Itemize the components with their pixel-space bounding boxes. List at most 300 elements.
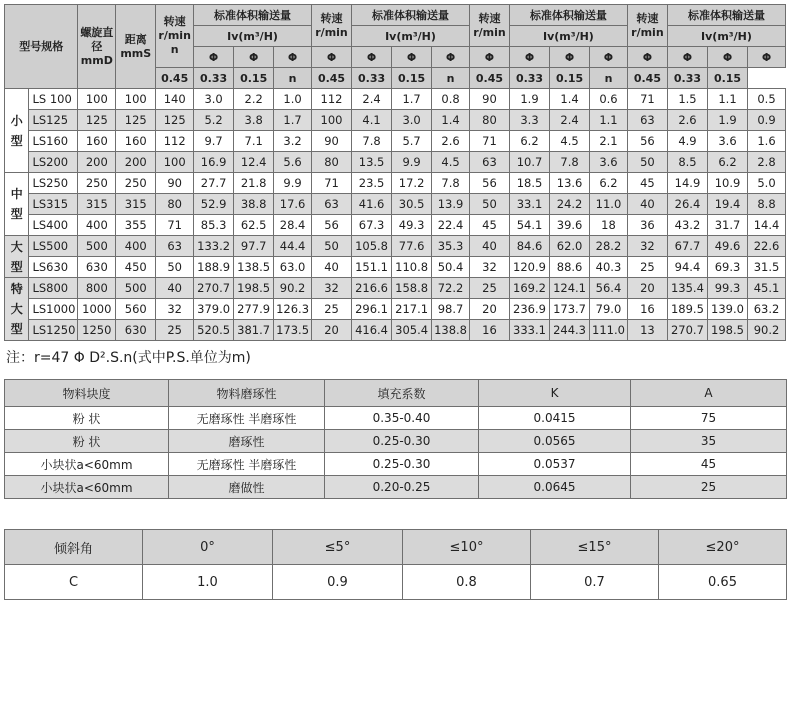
value-cell: 198.5 — [234, 278, 274, 299]
value-cell: 151.1 — [352, 257, 392, 278]
value-cell: 217.1 — [392, 299, 432, 320]
table-row — [5, 236, 786, 257]
value-cell: 333.1 — [509, 320, 549, 341]
value-cell: 244.3 — [550, 320, 590, 341]
phi-value: 0.33 — [194, 68, 234, 89]
value-cell: 236.9 — [509, 299, 549, 320]
model-cell: LS630 — [29, 257, 78, 278]
value-cell: 14.9 — [667, 173, 707, 194]
value-cell: 2.1 — [590, 131, 628, 152]
angle-value-cell: 1.0 — [143, 565, 273, 600]
value-cell: 450 — [116, 257, 156, 278]
speed-symbol: n — [432, 68, 470, 89]
value-cell: 270.7 — [194, 278, 234, 299]
value-cell: 0.5 — [748, 89, 786, 110]
value-cell: 3.3 — [509, 110, 549, 131]
value-cell: 14.4 — [748, 215, 786, 236]
value-cell: 3.0 — [194, 89, 234, 110]
value-cell: 1.4 — [432, 110, 470, 131]
speed-label: 转速 — [163, 15, 186, 28]
value-cell: 40 — [627, 194, 667, 215]
value-cell: 80 — [311, 152, 351, 173]
value-cell: 198.5 — [707, 320, 747, 341]
value-cell: 125 — [156, 110, 194, 131]
material-cell: 0.35-0.40 — [325, 407, 479, 430]
value-cell: 7.8 — [352, 131, 392, 152]
speed-unit: r/min — [158, 29, 191, 42]
value-cell: 1.7 — [392, 89, 432, 110]
value-cell: 560 — [116, 299, 156, 320]
value-cell: 56 — [469, 173, 509, 194]
table-row — [5, 299, 786, 320]
value-cell: 4.1 — [352, 110, 392, 131]
material-header-row — [5, 380, 787, 407]
value-cell: 520.5 — [194, 320, 234, 341]
value-cell: 381.7 — [234, 320, 274, 341]
flow-unit-header: Iv(m³/H) — [194, 26, 312, 47]
phi-header: Φ — [392, 47, 432, 68]
value-cell: 296.1 — [352, 299, 392, 320]
speed-symbol: n — [274, 68, 312, 89]
value-cell: 85.3 — [194, 215, 234, 236]
value-cell: 63 — [311, 194, 351, 215]
value-cell: 25 — [627, 257, 667, 278]
size-group-cell: 特大型 — [5, 278, 29, 341]
value-cell: 77.6 — [392, 236, 432, 257]
value-cell: 169.2 — [509, 278, 549, 299]
value-cell: 99.3 — [707, 278, 747, 299]
value-cell: 2.4 — [550, 110, 590, 131]
value-cell: 45.1 — [748, 278, 786, 299]
value-cell: 140 — [156, 89, 194, 110]
value-cell: 5.7 — [392, 131, 432, 152]
material-cell: 无磨琢性 半磨琢性 — [169, 407, 325, 430]
value-cell: 12.4 — [234, 152, 274, 173]
value-cell: 27.7 — [194, 173, 234, 194]
value-cell: 31.7 — [707, 215, 747, 236]
phi-value: 0.15 — [234, 68, 274, 89]
value-cell: 0.8 — [432, 89, 470, 110]
angle-header-cell: 0° — [143, 530, 273, 565]
phi-header: Φ — [707, 47, 747, 68]
material-cell: 0.0537 — [479, 453, 631, 476]
value-cell: 173.7 — [550, 299, 590, 320]
value-cell: 111.0 — [590, 320, 628, 341]
value-cell: 20 — [311, 320, 351, 341]
value-cell: 41.6 — [352, 194, 392, 215]
value-cell: 7.8 — [550, 152, 590, 173]
value-cell: 1.1 — [707, 89, 747, 110]
angle-header-cell: ≤10° — [403, 530, 531, 565]
table-row — [5, 215, 786, 236]
model-cell: LS250 — [29, 173, 78, 194]
value-cell: 62.0 — [550, 236, 590, 257]
table-row — [5, 110, 786, 131]
value-cell: 50 — [627, 152, 667, 173]
size-group-cell: 小型 — [5, 89, 29, 173]
value-cell: 4.5 — [432, 152, 470, 173]
inclination-table — [4, 529, 787, 600]
value-cell: 40 — [156, 278, 194, 299]
speed-header-3 — [469, 5, 509, 47]
value-cell: 305.4 — [392, 320, 432, 341]
value-cell: 45 — [627, 173, 667, 194]
value-cell: 13 — [627, 320, 667, 341]
value-cell: 416.4 — [352, 320, 392, 341]
value-cell: 277.9 — [234, 299, 274, 320]
value-cell: 9.7 — [194, 131, 234, 152]
value-cell: 6.2 — [707, 152, 747, 173]
speed-symbol: n — [590, 68, 628, 89]
value-cell: 250 — [78, 173, 116, 194]
value-cell: 94.4 — [667, 257, 707, 278]
value-cell: 188.9 — [194, 257, 234, 278]
value-cell: 1.6 — [748, 131, 786, 152]
value-cell: 33.1 — [509, 194, 549, 215]
speed-header-1 — [156, 5, 194, 68]
value-cell: 200 — [78, 152, 116, 173]
phi-header: Φ — [352, 47, 392, 68]
value-cell: 90.2 — [748, 320, 786, 341]
value-cell: 71 — [311, 173, 351, 194]
value-cell: 17.2 — [392, 173, 432, 194]
table-row — [5, 278, 786, 299]
value-cell: 158.8 — [392, 278, 432, 299]
value-cell: 2.6 — [667, 110, 707, 131]
model-cell: LS500 — [29, 236, 78, 257]
value-cell: 189.5 — [667, 299, 707, 320]
value-cell: 2.6 — [432, 131, 470, 152]
material-header-cell: K — [479, 380, 631, 407]
value-cell: 50 — [469, 194, 509, 215]
value-cell: 56 — [627, 131, 667, 152]
phi-value: 0.33 — [352, 68, 392, 89]
value-cell: 133.2 — [194, 236, 234, 257]
material-table — [4, 379, 787, 499]
phi-header: Φ — [509, 47, 549, 68]
value-cell: 112 — [311, 89, 351, 110]
value-cell: 90 — [311, 131, 351, 152]
material-cell: 0.0645 — [479, 476, 631, 499]
value-cell: 62.5 — [234, 215, 274, 236]
angle-header-cell: ≤20° — [659, 530, 787, 565]
flow-unit-header: Iv(m³/H) — [352, 26, 470, 47]
speed-symbol: n — [170, 43, 179, 56]
value-cell: 1.5 — [667, 89, 707, 110]
speed-header-2 — [311, 5, 351, 47]
screw-conveyor-spec-table — [4, 4, 786, 341]
value-cell: 98.7 — [432, 299, 470, 320]
material-header-cell: 物料磨琢性 — [169, 380, 325, 407]
value-cell: 90.2 — [274, 278, 312, 299]
value-cell: 88.6 — [550, 257, 590, 278]
value-cell: 135.4 — [667, 278, 707, 299]
table-row — [5, 89, 786, 110]
value-cell: 100 — [311, 110, 351, 131]
table-row — [5, 320, 786, 341]
value-cell: 1000 — [78, 299, 116, 320]
value-cell: 1.7 — [274, 110, 312, 131]
table-row — [5, 407, 787, 430]
phi-value: 0.15 — [392, 68, 432, 89]
formula-note: 注：r=47 Φ D².S.n(式中P.S.单位为m) — [6, 350, 251, 366]
value-cell: 216.6 — [352, 278, 392, 299]
value-cell: 5.0 — [748, 173, 786, 194]
angle-header-cell: ≤15° — [531, 530, 659, 565]
value-cell: 40 — [469, 236, 509, 257]
value-cell: 49.6 — [707, 236, 747, 257]
value-cell: 100 — [156, 152, 194, 173]
material-cell: 0.0565 — [479, 430, 631, 453]
angle-value-cell: 0.7 — [531, 565, 659, 600]
value-cell: 3.0 — [392, 110, 432, 131]
value-cell: 8.5 — [667, 152, 707, 173]
model-spec-header: 型号规格 — [5, 5, 78, 89]
angle-header-row — [5, 530, 787, 565]
value-cell: 16.9 — [194, 152, 234, 173]
table-row — [5, 430, 787, 453]
speed-unit: r/min — [315, 25, 348, 39]
value-cell: 22.6 — [748, 236, 786, 257]
value-cell: 97.7 — [234, 236, 274, 257]
value-cell: 200 — [116, 152, 156, 173]
material-cell: 45 — [631, 453, 787, 476]
value-cell: 25 — [311, 299, 351, 320]
value-cell: 40.3 — [590, 257, 628, 278]
value-cell: 16 — [627, 299, 667, 320]
phi-header: Φ — [234, 47, 274, 68]
value-cell: 56.4 — [590, 278, 628, 299]
value-cell: 125 — [116, 110, 156, 131]
speed-label: 转速 — [478, 11, 501, 25]
model-cell: LS125 — [29, 110, 78, 131]
value-cell: 90 — [156, 173, 194, 194]
value-cell: 19.4 — [707, 194, 747, 215]
value-cell: 1.1 — [590, 110, 628, 131]
value-cell: 20 — [469, 299, 509, 320]
value-cell: 7.8 — [432, 173, 470, 194]
model-cell: LS160 — [29, 131, 78, 152]
material-header-cell: 填充系数 — [325, 380, 479, 407]
value-cell: 38.8 — [234, 194, 274, 215]
material-cell: 35 — [631, 430, 787, 453]
material-cell: 小块状a<60mm — [5, 453, 169, 476]
value-cell: 1.9 — [509, 89, 549, 110]
model-cell: LS200 — [29, 152, 78, 173]
value-cell: 160 — [78, 131, 116, 152]
value-cell: 36 — [627, 215, 667, 236]
model-cell: LS1250 — [29, 320, 78, 341]
value-cell: 13.9 — [432, 194, 470, 215]
value-cell: 500 — [78, 236, 116, 257]
value-cell: 124.1 — [550, 278, 590, 299]
material-header-cell: 物料块度 — [5, 380, 169, 407]
value-cell: 7.1 — [234, 131, 274, 152]
flow-title-header: 标准体积输送量 — [194, 5, 312, 26]
angle-value-row — [5, 565, 787, 600]
phi-value: 0.45 — [311, 68, 351, 89]
size-group-cell: 中型 — [5, 173, 29, 236]
phi-header: Φ — [667, 47, 707, 68]
material-cell: 磨琢性 — [169, 430, 325, 453]
phi-value: 0.45 — [156, 68, 194, 89]
value-cell: 379.0 — [194, 299, 234, 320]
value-cell: 63.0 — [274, 257, 312, 278]
material-cell: 0.25-0.30 — [325, 453, 479, 476]
spec-table-body — [5, 89, 786, 341]
value-cell: 56 — [311, 215, 351, 236]
value-cell: 0.9 — [748, 110, 786, 131]
value-cell: 100 — [78, 89, 116, 110]
value-cell: 71 — [627, 89, 667, 110]
value-cell: 355 — [116, 215, 156, 236]
value-cell: 30.5 — [392, 194, 432, 215]
phi-value: 0.45 — [627, 68, 667, 89]
phi-value: 0.33 — [509, 68, 549, 89]
value-cell: 5.6 — [274, 152, 312, 173]
speed-unit: r/min — [473, 25, 506, 39]
table-row — [5, 152, 786, 173]
value-cell: 16 — [469, 320, 509, 341]
model-cell: LS800 — [29, 278, 78, 299]
value-cell: 13.6 — [550, 173, 590, 194]
material-cell: 0.25-0.30 — [325, 430, 479, 453]
material-cell: 粉 状 — [5, 430, 169, 453]
table-row — [5, 194, 786, 215]
value-cell: 44.4 — [274, 236, 312, 257]
angle-header-cell: ≤5° — [273, 530, 403, 565]
table-row — [5, 476, 787, 499]
value-cell: 125 — [78, 110, 116, 131]
value-cell: 52.9 — [194, 194, 234, 215]
flow-title-header: 标准体积输送量 — [352, 5, 470, 26]
table-row — [5, 131, 786, 152]
value-cell: 9.9 — [274, 173, 312, 194]
size-group-cell: 大型 — [5, 236, 29, 278]
value-cell: 630 — [78, 257, 116, 278]
value-cell: 3.2 — [274, 131, 312, 152]
value-cell: 43.2 — [667, 215, 707, 236]
value-cell: 80 — [469, 110, 509, 131]
value-cell: 72.2 — [432, 278, 470, 299]
value-cell: 69.3 — [707, 257, 747, 278]
value-cell: 315 — [116, 194, 156, 215]
material-header-cell: A — [631, 380, 787, 407]
value-cell: 2.2 — [234, 89, 274, 110]
speed-unit: r/min — [631, 25, 664, 39]
value-cell: 63 — [627, 110, 667, 131]
material-cell: 0.20-0.25 — [325, 476, 479, 499]
value-cell: 0.6 — [590, 89, 628, 110]
value-cell: 71 — [469, 131, 509, 152]
value-cell: 63 — [469, 152, 509, 173]
value-cell: 5.2 — [194, 110, 234, 131]
value-cell: 79.0 — [590, 299, 628, 320]
value-cell: 32 — [469, 257, 509, 278]
value-cell: 110.8 — [392, 257, 432, 278]
value-cell: 120.9 — [509, 257, 549, 278]
value-cell: 63 — [156, 236, 194, 257]
value-cell: 40 — [311, 257, 351, 278]
value-cell: 67.3 — [352, 215, 392, 236]
value-cell: 139.0 — [707, 299, 747, 320]
phi-header: Φ — [590, 47, 628, 68]
value-cell: 90 — [469, 89, 509, 110]
value-cell: 2.8 — [748, 152, 786, 173]
value-cell: 400 — [116, 236, 156, 257]
screw-diameter-header: 螺旋直径mmD — [78, 5, 116, 89]
phi-header: Φ — [469, 47, 509, 68]
phi-value: 0.33 — [667, 68, 707, 89]
flow-title-header: 标准体积输送量 — [509, 5, 627, 26]
model-cell: LS400 — [29, 215, 78, 236]
value-cell: 1.4 — [550, 89, 590, 110]
pitch-header: 距离mmS — [116, 5, 156, 89]
value-cell: 10.9 — [707, 173, 747, 194]
value-cell: 28.4 — [274, 215, 312, 236]
angle-value-cell: 0.65 — [659, 565, 787, 600]
value-cell: 800 — [78, 278, 116, 299]
value-cell: 18.5 — [509, 173, 549, 194]
value-cell: 400 — [78, 215, 116, 236]
value-cell: 32 — [627, 236, 667, 257]
table-row — [5, 453, 787, 476]
value-cell: 50 — [311, 236, 351, 257]
value-cell: 500 — [116, 278, 156, 299]
value-cell: 17.6 — [274, 194, 312, 215]
angle-header-cell: 倾斜角 — [5, 530, 143, 565]
phi-header: Φ — [432, 47, 470, 68]
value-cell: 1250 — [78, 320, 116, 341]
angle-value-cell: 0.8 — [403, 565, 531, 600]
value-cell: 28.2 — [590, 236, 628, 257]
value-cell: 71 — [156, 215, 194, 236]
value-cell: 50.4 — [432, 257, 470, 278]
value-cell: 49.3 — [392, 215, 432, 236]
phi-header: Φ — [274, 47, 312, 68]
value-cell: 1.0 — [274, 89, 312, 110]
table-row — [5, 173, 786, 194]
model-cell: LS 100 — [29, 89, 78, 110]
phi-header: Φ — [194, 47, 234, 68]
value-cell: 11.0 — [590, 194, 628, 215]
value-cell: 35.3 — [432, 236, 470, 257]
material-cell: 无磨琢性 半磨琢性 — [169, 453, 325, 476]
value-cell: 4.9 — [667, 131, 707, 152]
value-cell: 3.6 — [707, 131, 747, 152]
material-cell: 粉 状 — [5, 407, 169, 430]
value-cell: 84.6 — [509, 236, 549, 257]
material-cell: 75 — [631, 407, 787, 430]
value-cell: 22.4 — [432, 215, 470, 236]
material-cell: 小块状a<60mm — [5, 476, 169, 499]
value-cell: 13.5 — [352, 152, 392, 173]
phi-value: 0.15 — [707, 68, 747, 89]
value-cell: 20 — [627, 278, 667, 299]
value-cell: 315 — [78, 194, 116, 215]
value-cell: 6.2 — [509, 131, 549, 152]
model-cell: LS315 — [29, 194, 78, 215]
value-cell: 63.2 — [748, 299, 786, 320]
value-cell: 80 — [156, 194, 194, 215]
value-cell: 32 — [156, 299, 194, 320]
value-cell: 270.7 — [667, 320, 707, 341]
value-cell: 9.9 — [392, 152, 432, 173]
value-cell: 24.2 — [550, 194, 590, 215]
value-cell: 100 — [116, 89, 156, 110]
phi-header: Φ — [311, 47, 351, 68]
value-cell: 10.7 — [509, 152, 549, 173]
